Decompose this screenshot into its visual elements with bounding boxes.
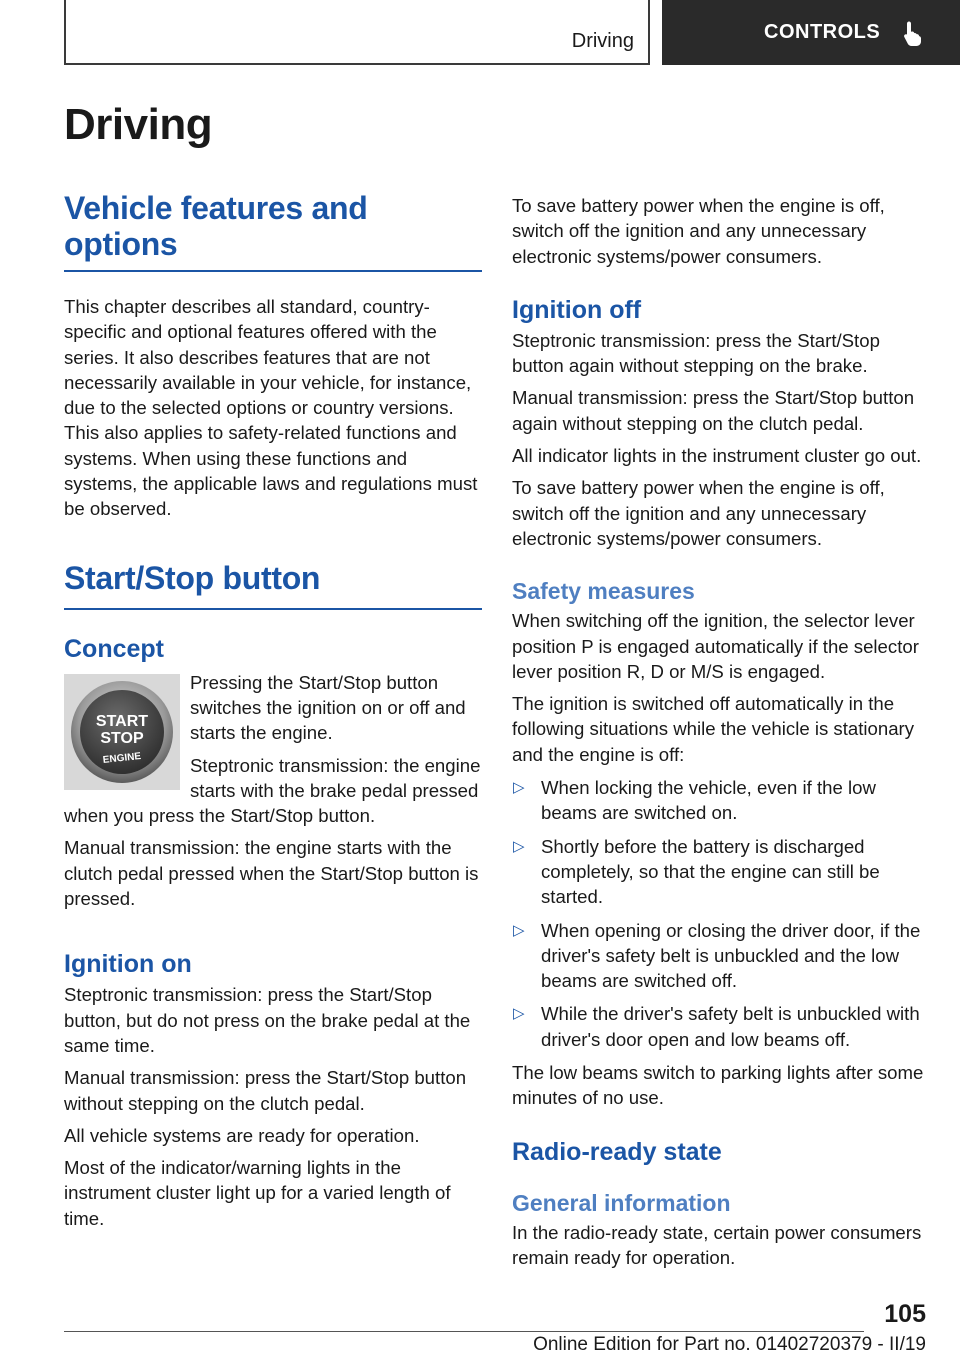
section-rule (64, 270, 482, 272)
concept-block (64, 670, 482, 912)
vehicle-features-text: This chapter describes all standard, country-specific and optional features offered with the series. It also describes features that are not necessarily available in your vehicle, for instance, due to the selected options or country versions. This also applies to safety-related functions and systems. When using these functions and systems, the applicable laws and regulations must be observed. (64, 296, 478, 520)
list-item: ▷ Shortly before the battery is discharged completely, so that the engine can still be started. (513, 835, 880, 908)
ignition-on-para-1: Steptronic transmission: press the Start/Stop button, but do not press on the brake pedal at the same time. (64, 984, 471, 1056)
button-engine-text: ENGINE (102, 750, 142, 766)
triangle-bullet-icon: ▷ (513, 779, 525, 797)
right-column (512, 193, 928, 1270)
safety-para-2: The ignition is switched off automatically in the following situations while the vehicle is stationary and the engine is off: (512, 693, 915, 765)
list-item: ▷ While the driver's safety belt is unbuckled with driver's door open and low beams off. (513, 1003, 920, 1050)
ignition-off-heading: Ignition off (512, 295, 642, 324)
safety-para-1: When switching off the ignition, the selector lever position P is engaged automatically if the selector lever position R, D or M/S is engaged. (512, 610, 919, 682)
ignition-on-heading: Ignition on (64, 950, 192, 979)
safety-measures-heading: Safety measures (512, 578, 695, 605)
triangle-bullet-icon: ▷ (513, 1005, 525, 1023)
concept-para-1: Pressing the Start/Stop button switches the ignition on or off and starts the engine. (190, 671, 466, 744)
button-start-text: START (95, 712, 149, 730)
header-divider-left (64, 0, 66, 64)
header-section-name: Driving (571, 30, 634, 52)
radio-ready-heading: Radio-ready state (512, 1137, 722, 1166)
auto-off-list (512, 775, 928, 1052)
header-chapter-label: CONTROLS (764, 21, 881, 43)
triangle-bullet-icon: ▷ (513, 921, 525, 939)
ignition-off-para-4: To save battery power when the engine is off, switch off the ignition and any unnecessary electronic systems/power consumers. (512, 477, 885, 549)
page-number: 105 (884, 1300, 926, 1328)
left-column (64, 190, 482, 1231)
general-information-heading: General information (512, 1189, 731, 1216)
ignition-off-para-3: All indicator lights in the instrument cluster go out. (512, 445, 922, 467)
page-title: Driving (64, 100, 213, 149)
ignition-off-para-1: Steptronic transmission: press the Start/Stop button again without stepping on the brake. (512, 329, 880, 377)
footer-edition: Online Edition for Part no. 01402720379 - II/19 (533, 1334, 926, 1355)
general-information-para: In the radio-ready state, certain power consumers remain ready for operation. (512, 1221, 922, 1268)
safety-para-3: The low beams switch to parking lights after some minutes of no use. (512, 1062, 924, 1109)
section-rule (64, 608, 482, 610)
header-divider-bottom (64, 63, 650, 65)
ignition-on-para-2: Manual transmission: press the Start/Stop button without stepping on the clutch pedal. (64, 1067, 467, 1114)
vehicle-features-heading: Vehicle features and options (64, 190, 368, 262)
footer-rule (64, 1331, 864, 1332)
start-stop-button-icon (69, 679, 175, 785)
ignition-off-para-2: Manual transmission: press the Start/Stop button again without stepping on the clutch pedal. (512, 387, 915, 434)
concept-para-3: Manual transmission: the engine starts with the clutch pedal pressed when the Start/Stop button is pressed. (64, 837, 479, 910)
battery-save-para: To save battery power when the engine is off, switch off the ignition and any unnecessary electronic systems/power consumers. (512, 195, 885, 267)
concept-heading: Concept (64, 634, 164, 663)
pointing-hand-icon (902, 20, 924, 46)
header-divider-right (648, 0, 650, 64)
list-item: ▷ When locking the vehicle, even if the low beams are switched on. (513, 777, 876, 824)
button-stop-text: STOP (100, 729, 144, 747)
triangle-bullet-icon: ▷ (513, 837, 525, 855)
start-stop-button-image (64, 674, 180, 790)
concept-para-2: Steptronic transmission: the engine starts with the brake pedal pressed when you press the Start/Stop button. (64, 754, 481, 827)
list-item: ▷ When opening or closing the driver door, if the driver's safety belt is unbuckled and the low beams are switched off. (513, 919, 921, 992)
ignition-on-para-4: Most of the indicator/warning lights in the instrument cluster light up for a varied length of time. (64, 1157, 451, 1229)
startstop-heading: Start/Stop button (64, 559, 321, 596)
ignition-on-para-3: All vehicle systems are ready for operation. (64, 1124, 420, 1146)
header-chapter-tab (662, 0, 960, 65)
